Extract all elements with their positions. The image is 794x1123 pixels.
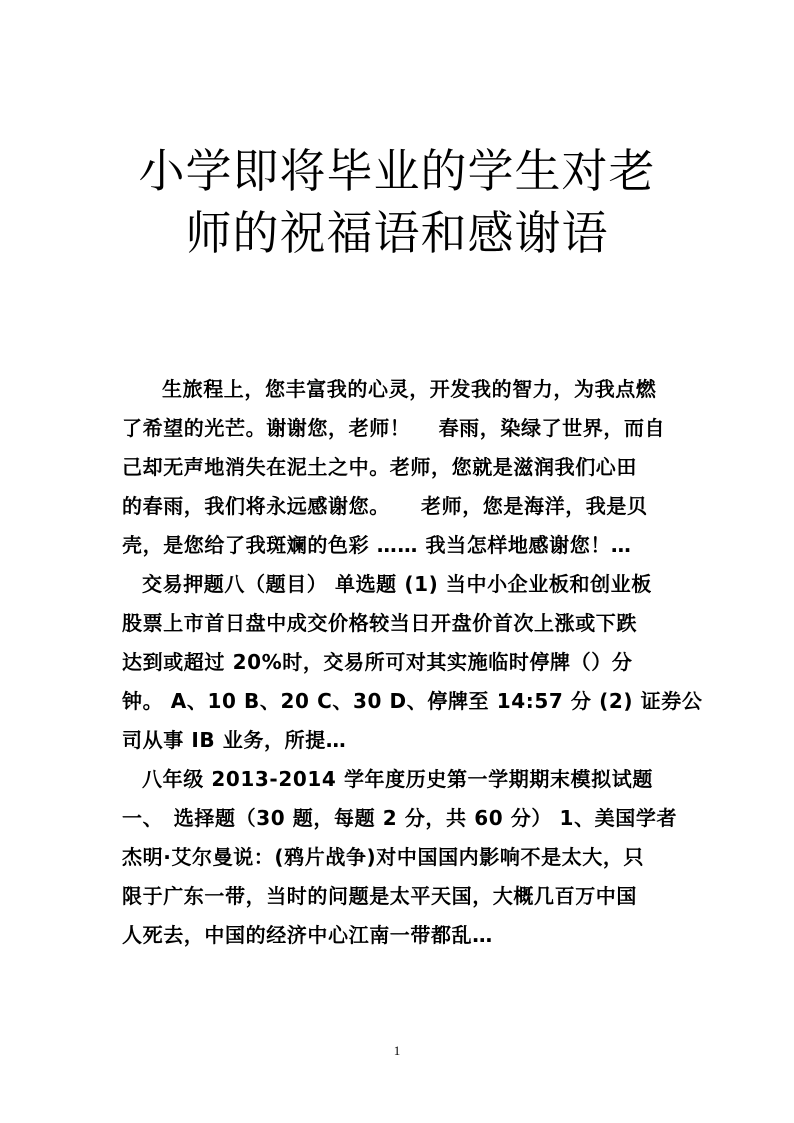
text-line: 的春雨，我们将永远感谢您。 老师，您是海洋，我是贝 [122, 494, 648, 518]
paragraph-greetings [122, 370, 678, 565]
paragraph-exam-questions [122, 565, 703, 760]
title-line-2: 师的祝福语和感谢语 [185, 206, 609, 260]
text-line: 达到或超过 20%时，交易所可对其实施临时停牌（）分 [122, 650, 633, 674]
text-line: 股票上市首日盘中成交价格较当日开盘价首次上涨或下跌 [122, 611, 637, 635]
text-line: 交易押题八（题目） 单选题 (1) 当中小企业板和创业板 [142, 572, 652, 596]
text-line: 一、 选择题（30 题，每题 2 分，共 60 分） 1、美国学者 [122, 806, 678, 830]
page-number: 1 [393, 1043, 401, 1058]
text-line: 司从事 IB 业务，所提… [122, 728, 347, 752]
document-body [122, 370, 703, 955]
text-line: 己却无声地消失在泥土之中。老师，您就是滋润我们心田 [122, 455, 637, 479]
text-line: 八年级 2013-2014 学年度历史第一学期期末模拟试题 [142, 767, 653, 791]
document-title [100, 140, 694, 264]
text-line: 钟。 A、10 B、20 C、30 D、停牌至 14:57 分 (2) 证券公 [122, 689, 703, 713]
title-line-1: 小学即将毕业的学生对老 [138, 144, 656, 198]
text-line: 了希望的光芒。谢谢您，老师！ 春雨，染绿了世界，而自 [122, 416, 666, 440]
text-line: 杰明·艾尔曼说：(鸦片战争)对中国国内影响不是太大，只 [122, 845, 645, 869]
text-line: 人死去，中国的经济中心江南一带都乱… [122, 923, 493, 947]
text-line: 壳，是您给了我斑斓的色彩 …… 我当怎样地感谢您！… [122, 533, 632, 557]
text-line: 生旅程上，您丰富我的心灵，开发我的智力，为我点燃 [162, 377, 657, 401]
paragraph-history-test [122, 760, 678, 955]
text-line: 限于广东一带，当时的问题是太平天国，大概几百万中国 [122, 884, 637, 908]
